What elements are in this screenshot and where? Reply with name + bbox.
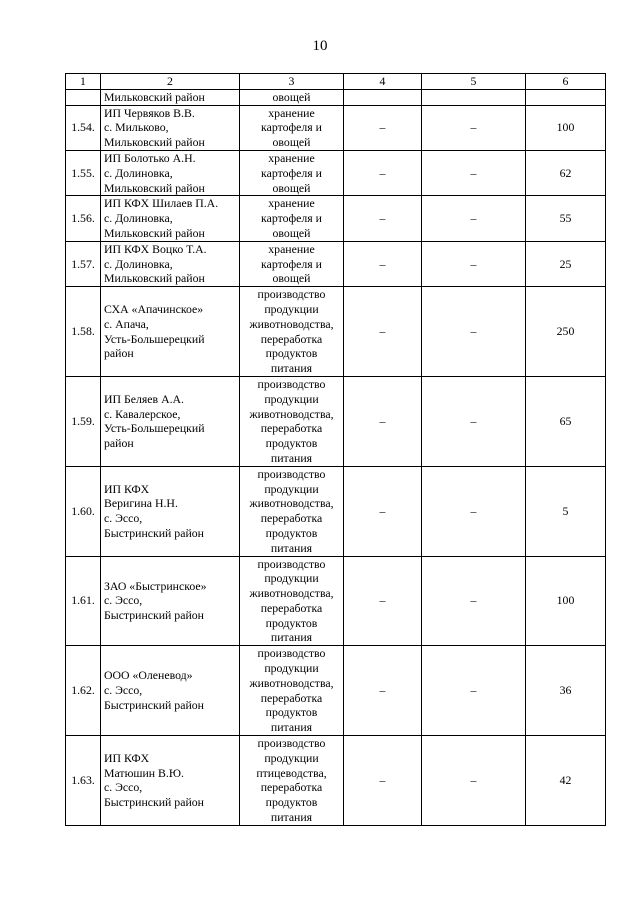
organization-line: Быстринский район <box>104 608 204 623</box>
organization-line: с. Мильково, <box>104 120 169 135</box>
organization-cell <box>101 105 240 150</box>
activity-line: овощей <box>272 180 311 195</box>
activity-cell <box>240 241 344 286</box>
activity-cell <box>240 556 344 646</box>
col6-cell: 25 <box>526 241 606 286</box>
activity-line: производство <box>257 646 326 661</box>
activity-line: картофеля и <box>261 211 322 226</box>
col5-cell: – <box>422 556 526 646</box>
number-cell: 1.58. <box>66 287 101 377</box>
col4-cell: – <box>344 287 422 377</box>
continuation-row <box>66 89 606 105</box>
col5-cell: – <box>422 241 526 286</box>
col6-cell <box>526 89 606 105</box>
organization-line: с. Эссо, <box>104 511 143 526</box>
column-header: 5 <box>422 74 526 90</box>
organization-line: с. Долиновка, <box>104 256 173 271</box>
col4-cell: – <box>344 466 422 556</box>
number-cell: 1.61. <box>66 556 101 646</box>
activity-line: производство <box>257 736 326 751</box>
col5-cell: – <box>422 466 526 556</box>
organization-line: ИП Болотько А.Н. <box>104 150 196 165</box>
organization-cell <box>101 736 240 826</box>
col4-cell: – <box>344 736 422 826</box>
col6-cell: 36 <box>526 646 606 736</box>
activity-line: животноводства, <box>249 406 334 421</box>
col6-cell: 100 <box>526 105 606 150</box>
col4-cell: – <box>344 105 422 150</box>
table-row <box>66 646 606 736</box>
activity-line: птицеводства, <box>256 765 327 780</box>
col6-cell: 250 <box>526 287 606 377</box>
activity-cell <box>240 105 344 150</box>
col6-cell: 65 <box>526 376 606 466</box>
activity-line: переработка <box>260 690 323 705</box>
organization-cell <box>101 376 240 466</box>
organization-cell <box>101 150 240 195</box>
col4-cell: – <box>344 241 422 286</box>
activity-line: питания <box>270 810 313 825</box>
col4-cell <box>344 89 422 105</box>
organization-line: ИП Беляев А.А. <box>104 391 185 406</box>
activity-line: овощей <box>272 89 311 104</box>
activity-line: хранение <box>268 196 315 211</box>
col6-cell: 62 <box>526 150 606 195</box>
activity-line: овощей <box>272 271 311 286</box>
activity-line: продуктов <box>265 525 318 540</box>
activity-line: животноводства, <box>249 675 334 690</box>
activity-line: питания <box>270 720 313 735</box>
organization-line: Веригина Н.Н. <box>104 496 178 511</box>
organization-line: Матюшин В.Ю. <box>104 765 184 780</box>
number-cell: 1.59. <box>66 376 101 466</box>
col5-cell: – <box>422 376 526 466</box>
col4-cell: – <box>344 376 422 466</box>
activity-line: переработка <box>260 600 323 615</box>
activity-line: овощей <box>272 225 311 240</box>
organization-line: ИП КФХ <box>104 750 150 765</box>
activity-line: питания <box>270 630 313 645</box>
activity-line: производство <box>257 466 326 481</box>
activity-line: производство <box>257 287 326 302</box>
organization-cell <box>101 196 240 241</box>
number-cell <box>66 89 101 105</box>
organization-line: с. Эссо, <box>104 593 143 608</box>
table-row <box>66 150 606 195</box>
table-row <box>66 241 606 286</box>
col5-cell: – <box>422 150 526 195</box>
activity-cell <box>240 196 344 241</box>
organization-cell <box>101 466 240 556</box>
organization-line: с. Долиновка, <box>104 165 173 180</box>
organization-line: Мильковский район <box>104 180 205 195</box>
activity-line: животноводства, <box>249 316 334 331</box>
organization-line: Усть-Большерецкий <box>104 331 205 346</box>
activity-line: продукции <box>264 661 319 676</box>
number-cell: 1.56. <box>66 196 101 241</box>
activity-cell <box>240 376 344 466</box>
activity-line: продуктов <box>265 436 318 451</box>
activity-line: продуктов <box>265 346 318 361</box>
organization-cell <box>101 556 240 646</box>
col4-cell: – <box>344 150 422 195</box>
activity-cell <box>240 646 344 736</box>
data-table <box>65 73 606 826</box>
activity-line: животноводства, <box>249 496 334 511</box>
activity-line: производство <box>257 556 326 571</box>
activity-line: питания <box>270 361 313 376</box>
activity-line: продукции <box>264 391 319 406</box>
number-cell: 1.57. <box>66 241 101 286</box>
organization-line: с. Эссо, <box>104 683 143 698</box>
activity-line: овощей <box>272 135 311 150</box>
organization-line: с. Апача, <box>104 316 149 331</box>
activity-cell <box>240 287 344 377</box>
activity-line: хранение <box>268 241 315 256</box>
table-body <box>66 74 606 826</box>
activity-line: животноводства, <box>249 586 334 601</box>
table-row <box>66 105 606 150</box>
col6-cell: 42 <box>526 736 606 826</box>
column-header: 1 <box>66 74 101 90</box>
column-header: 2 <box>101 74 240 90</box>
activity-line: продукции <box>264 481 319 496</box>
col6-cell: 55 <box>526 196 606 241</box>
activity-line: производство <box>257 376 326 391</box>
page-number: 10 <box>312 38 328 54</box>
number-cell: 1.62. <box>66 646 101 736</box>
organization-line: Мильковский район <box>104 89 205 104</box>
col5-cell: – <box>422 287 526 377</box>
activity-line: продукции <box>264 571 319 586</box>
column-header: 4 <box>344 74 422 90</box>
organization-line: Быстринский район <box>104 698 204 713</box>
organization-line: ИП КФХ <box>104 481 150 496</box>
activity-line: продукции <box>264 750 319 765</box>
activity-line: продукции <box>264 301 319 316</box>
activity-line: хранение <box>268 105 315 120</box>
organization-line: Быстринский район <box>104 795 204 810</box>
col5-cell: – <box>422 646 526 736</box>
organization-line: ЗАО «Быстринское» <box>104 578 207 593</box>
activity-line: хранение <box>268 150 315 165</box>
col5-cell: – <box>422 736 526 826</box>
activity-cell <box>240 466 344 556</box>
organization-line: Мильковский район <box>104 225 205 240</box>
organization-line: Мильковский район <box>104 271 205 286</box>
table-row <box>66 376 606 466</box>
organization-line: Усть-Большерецкий <box>104 421 205 436</box>
table-row <box>66 736 606 826</box>
activity-line: питания <box>270 540 313 555</box>
activity-line: картофеля и <box>261 120 322 135</box>
activity-line: картофеля и <box>261 165 322 180</box>
number-cell: 1.55. <box>66 150 101 195</box>
table-row <box>66 556 606 646</box>
organization-line: с. Кавалерское, <box>104 406 181 421</box>
col5-cell <box>422 89 526 105</box>
organization-line: Быстринский район <box>104 525 204 540</box>
col5-cell: – <box>422 105 526 150</box>
organization-line: ИП Червяков В.В. <box>104 105 195 120</box>
activity-line: продуктов <box>265 705 318 720</box>
table-row <box>66 466 606 556</box>
organization-cell <box>101 287 240 377</box>
column-header: 6 <box>526 74 606 90</box>
activity-line: продуктов <box>265 795 318 810</box>
organization-line: район <box>104 346 134 361</box>
activity-cell <box>240 89 344 105</box>
organization-line: ИП КФХ Воцко Т.А. <box>104 241 207 256</box>
activity-line: переработка <box>260 780 323 795</box>
activity-cell <box>240 736 344 826</box>
table-row <box>66 287 606 377</box>
number-cell: 1.63. <box>66 736 101 826</box>
activity-line: питания <box>270 450 313 465</box>
organization-line: с. Долиновка, <box>104 211 173 226</box>
number-cell: 1.60. <box>66 466 101 556</box>
activity-line: продуктов <box>265 615 318 630</box>
table-row <box>66 196 606 241</box>
activity-line: переработка <box>260 511 323 526</box>
activity-line: картофеля и <box>261 256 322 271</box>
col6-cell: 100 <box>526 556 606 646</box>
col4-cell: – <box>344 556 422 646</box>
column-header: 3 <box>240 74 344 90</box>
col5-cell: – <box>422 196 526 241</box>
organization-line: Мильковский район <box>104 135 205 150</box>
organization-line: район <box>104 436 134 451</box>
col4-cell: – <box>344 196 422 241</box>
col4-cell: – <box>344 646 422 736</box>
organization-cell <box>101 646 240 736</box>
header-row <box>66 74 606 90</box>
organization-cell <box>101 89 240 105</box>
number-cell: 1.54. <box>66 105 101 150</box>
organization-line: СХА «Апачинское» <box>104 301 204 316</box>
activity-line: переработка <box>260 331 323 346</box>
organization-line: с. Эссо, <box>104 780 143 795</box>
organization-cell <box>101 241 240 286</box>
activity-line: переработка <box>260 421 323 436</box>
activity-cell <box>240 150 344 195</box>
organization-line: ООО «Оленевод» <box>104 668 193 683</box>
col6-cell: 5 <box>526 466 606 556</box>
organization-line: ИП КФХ Шилаев П.А. <box>104 196 219 211</box>
